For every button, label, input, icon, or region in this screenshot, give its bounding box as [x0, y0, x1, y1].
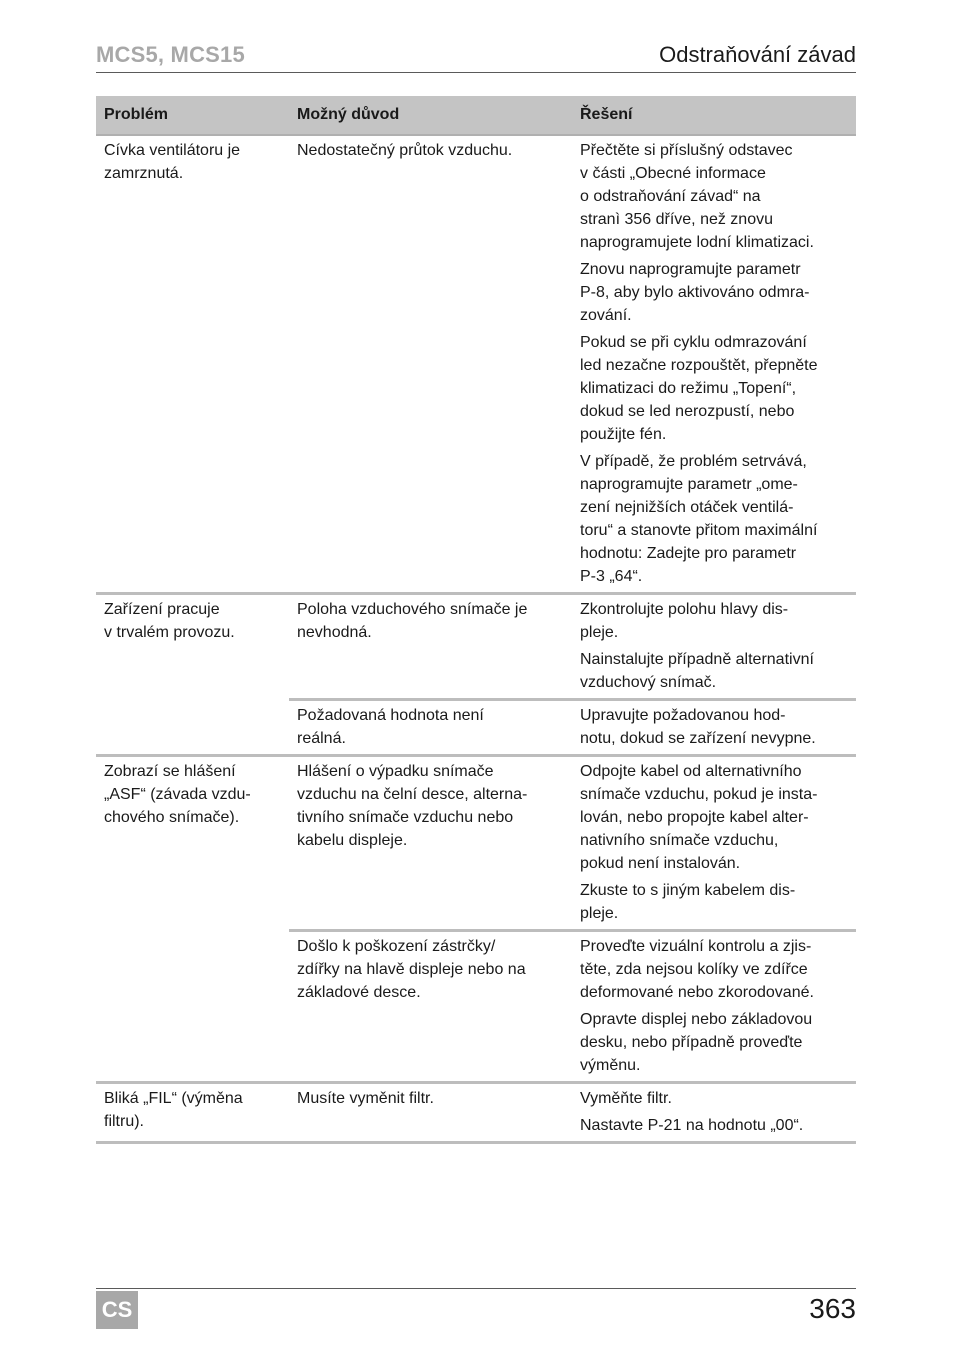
- page-header: [96, 38, 856, 73]
- solution-cell: [572, 757, 856, 929]
- reason-cell: Došlo k poškození zástrčky/ zdířky na hlavě displeje nebo na základové desce.: [297, 938, 526, 1001]
- solution-paragraph: Nainstalujte případně alternativní vzduchový snímač.: [580, 651, 814, 691]
- table-row: [96, 1084, 856, 1144]
- table-row: [96, 757, 856, 1084]
- cause-row: [289, 757, 856, 929]
- solution-cell: [572, 136, 856, 592]
- cause-row: [289, 1084, 856, 1141]
- problem-cell: Zařízení pracuje v trvalém provozu.: [104, 601, 235, 641]
- problem-cell: Zobrazí se hlášení „ASF“ (závada vzdu- chového snímače).: [104, 763, 251, 826]
- cause-row: [289, 136, 856, 592]
- column-header-reason: Možný důvod: [297, 106, 400, 123]
- problem-cell: Cívka ventilátoru je zamrznutá.: [104, 142, 241, 182]
- section-title: Odstraňování závad: [659, 42, 856, 67]
- reason-cell: Hlášení o výpadku snímače vzduchu na čelní desce, alterna- tivního snímače vzduchu nebo kabelu displeje.: [297, 763, 528, 849]
- cause-row: [289, 595, 856, 698]
- reason-cell: Nedostatečný průtok vzduchu.: [297, 142, 513, 159]
- solution-paragraph: Nastavte P-21 na hodnotu „00“.: [580, 1117, 804, 1134]
- cause-row: [289, 698, 856, 754]
- cause-row: [289, 929, 856, 1081]
- solution-cell: [572, 701, 856, 754]
- reason-cell: Musíte vyměnit filtr.: [297, 1090, 434, 1107]
- column-header-solution: Řešení: [580, 106, 633, 123]
- table-row: [96, 595, 856, 757]
- solution-cell: [572, 595, 856, 698]
- table-header-row: [96, 96, 856, 136]
- problem-cell: Bliká „FIL“ (výměna filtru).: [104, 1090, 243, 1130]
- solution-cell: [572, 1084, 856, 1141]
- solution-paragraph: Odpojte kabel od alternativního snímače vzduchu, pokud je insta- lován, nebo propojte kabel alter- nativního snímače vzduchu, pokud není instalován.: [580, 763, 818, 872]
- reason-cell: Požadovaná hodnota není reálná.: [297, 707, 484, 747]
- solution-paragraph: Znovu naprogramujte parametr P-8, aby bylo aktivováno odmra- zování.: [580, 261, 810, 324]
- language-badge: CS: [96, 1291, 138, 1329]
- table-row: [96, 136, 856, 595]
- solution-paragraph: Přečtěte si příslušný odstavec v části „Obecné informace o odstraňování závad“ na stranì 356 dříve, než znovu naprogramujete lodní klimatizaci.: [580, 142, 814, 251]
- solution-paragraph: Vyměňte filtr.: [580, 1090, 672, 1107]
- solution-paragraph: Zkontrolujte polohu hlavy dis- pleje.: [580, 601, 789, 641]
- troubleshooting-table: [96, 96, 856, 1144]
- solution-paragraph: Zkuste to s jiným kabelem dis- pleje.: [580, 882, 796, 922]
- reason-cell: Poloha vzduchového snímače je nevhodná.: [297, 601, 528, 641]
- solution-paragraph: Pokud se při cyklu odmrazování led nezačne rozpouštět, přepněte klimatizaci do režimu „Topení“, dokud se led nerozpustí, nebo použijte fén.: [580, 334, 818, 443]
- solution-paragraph: Opravte displej nebo základovou desku, nebo případně proveďte výměnu.: [580, 1011, 813, 1074]
- model-name: MCS5, MCS15: [96, 42, 245, 67]
- solution-paragraph: Upravujte požadovanou hod- notu, dokud se zařízení nevypne.: [580, 707, 816, 747]
- solution-cell: [572, 932, 856, 1081]
- page-footer: [96, 1288, 856, 1329]
- solution-paragraph: V případě, že problém setrvává, naprogramujte parametr „ome- zení nejnižších otáček ventilá- toru“ a stanovte přitom maximální hodnotu: Zadejte pro parametr P-3 „64“.: [580, 453, 818, 585]
- page-number: 363: [809, 1293, 856, 1324]
- column-header-problem: Problém: [104, 106, 169, 123]
- solution-paragraph: Proveďte vizuální kontrolu a zjis- těte, zda nejsou kolíky ve zdířce deformované nebo zkorodované.: [580, 938, 814, 1001]
